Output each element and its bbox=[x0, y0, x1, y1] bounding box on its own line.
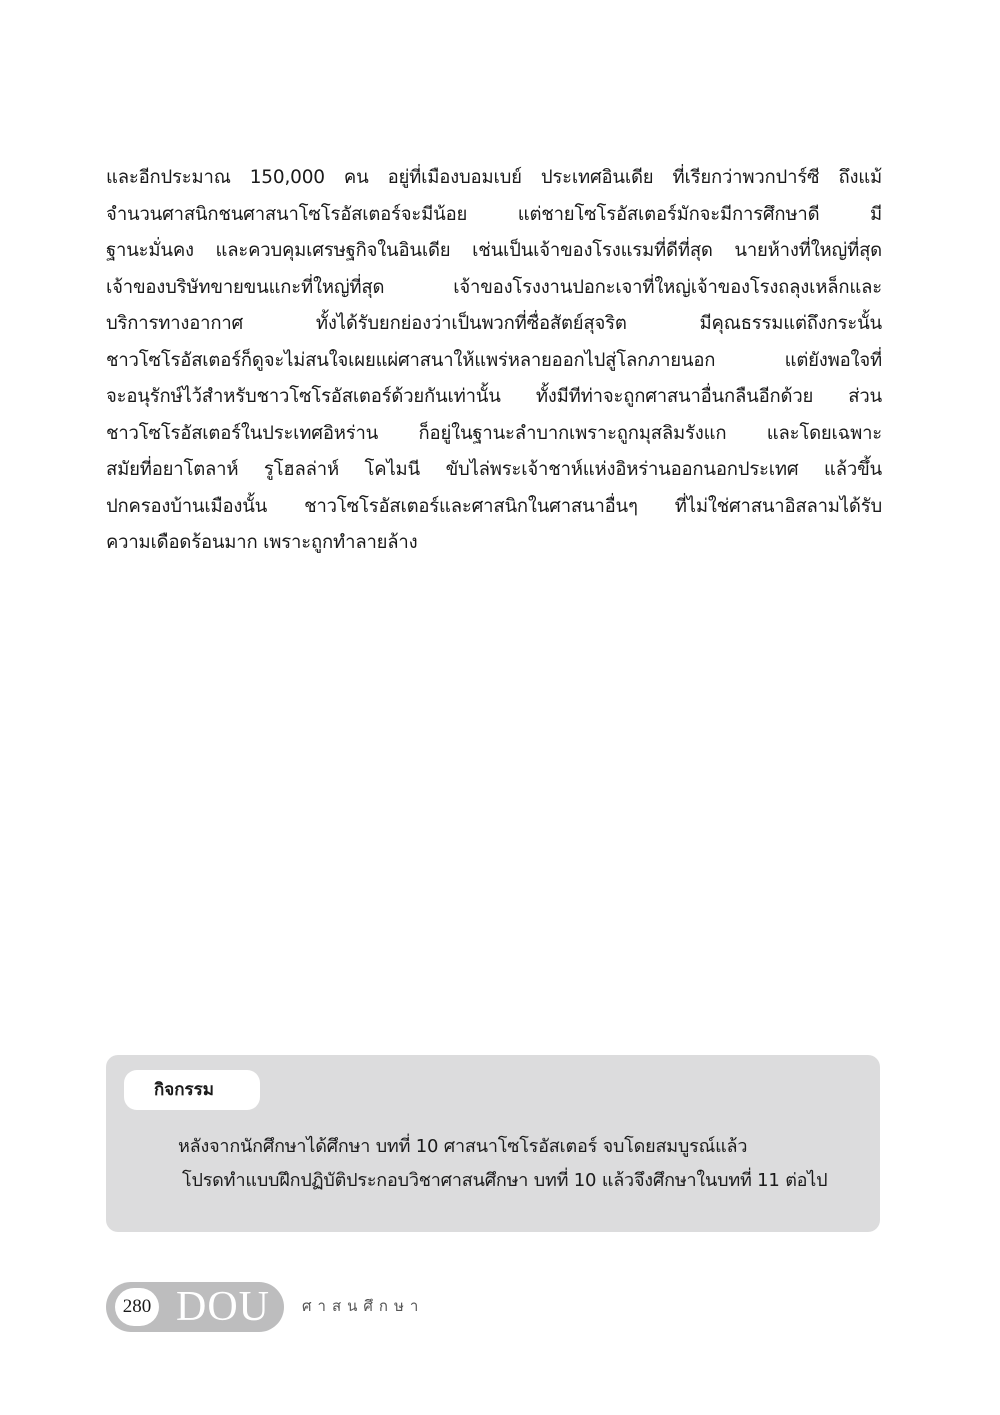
body-line: ชาวโซโรอัสเตอร์ในประเทศอิหร่าน ก็อยู่ในฐานะลำบากเพราะถูกมุสลิมรังแก และโดยเฉพาะ bbox=[106, 422, 882, 444]
body-paragraph bbox=[106, 160, 882, 562]
page-number: 280 bbox=[115, 1288, 159, 1326]
body-line: ความเดือดร้อนมาก เพราะถูกทำลายล้าง bbox=[106, 532, 418, 553]
body-line: จำนวนศาสนิกชนศาสนาโซโรอัสเตอร์จะมีน้อย แต่ชายโซโรอัสเตอร์มักจะมีการศึกษาดี มี bbox=[106, 203, 882, 225]
body-line: เจ้าของบริษัทขายขนแกะที่ใหญ่ที่สุด เจ้าของโรงงานปอกะเจาที่ใหญ่เจ้าของโรงถลุงเหล็กและ bbox=[106, 276, 882, 298]
activity-instruction-line: โปรดทำแบบฝึกปฏิบัติประกอบวิชาศาสนศึกษา บทที่ 10 แล้วจึงศึกษาในบทที่ 11 ต่อไป bbox=[182, 1170, 828, 1191]
body-line: บริการทางอากาศ ทั้งได้รับยกย่องว่าเป็นพวกที่ซื่อสัตย์สุจริต มีคุณธรรมแต่ถึงกระนั้น bbox=[106, 313, 882, 334]
body-line: ปกครองบ้านเมืองนั้น ชาวโซโรอัสเตอร์และศาสนิกในศาสนาอื่นๆ ที่ไม่ใช่ศาสนาอิสลามได้รับ bbox=[106, 495, 882, 517]
body-line: ชาวโซโรอัสเตอร์ก็ดูจะไม่สนใจเผยแผ่ศาสนาให้แพร่หลายออกไปสู่โลกภายนอก แต่ยังพอใจที่ bbox=[106, 349, 882, 371]
course-name: ศาสนศึกษา bbox=[302, 1297, 425, 1315]
body-line: จะอนุรักษ์ไว้สำหรับชาวโซโรอัสเตอร์ด้วยกันเท่านั้น ทั้งมีทีท่าจะถูกศาสนาอื่นกลืนอีกด้วย ส่วน bbox=[106, 386, 882, 407]
dou-logo: DOU bbox=[176, 1284, 270, 1330]
body-line: ฐานะมั่นคง และควบคุมเศรษฐกิจในอินเดีย เช่นเป็นเจ้าของโรงแรมที่ดีที่สุด นายห้างที่ใหญ่ที่สุด bbox=[106, 240, 882, 261]
body-line: และอีกประมาณ 150,000 คน อยู่ที่เมืองบอมเบย์ ประเทศอินเดีย ที่เรียกว่าพวกปาร์ซี ถึงแม้ bbox=[106, 167, 882, 188]
activity-label: กิจกรรม bbox=[124, 1070, 260, 1110]
activity-box bbox=[106, 1055, 880, 1232]
footer-badge bbox=[106, 1282, 284, 1332]
activity-instruction-line: หลังจากนักศึกษาได้ศึกษา บทที่ 10 ศาสนาโซโรอัสเตอร์ จบโดยสมบูรณ์แล้ว bbox=[178, 1136, 748, 1157]
body-line: สมัยที่อยาโตลาห์ รูโฮลล่าห์ โคไมนี ขับไล่พระเจ้าชาห์แห่งอิหร่านออกนอกประเทศ แล้วขึ้น bbox=[106, 459, 882, 480]
